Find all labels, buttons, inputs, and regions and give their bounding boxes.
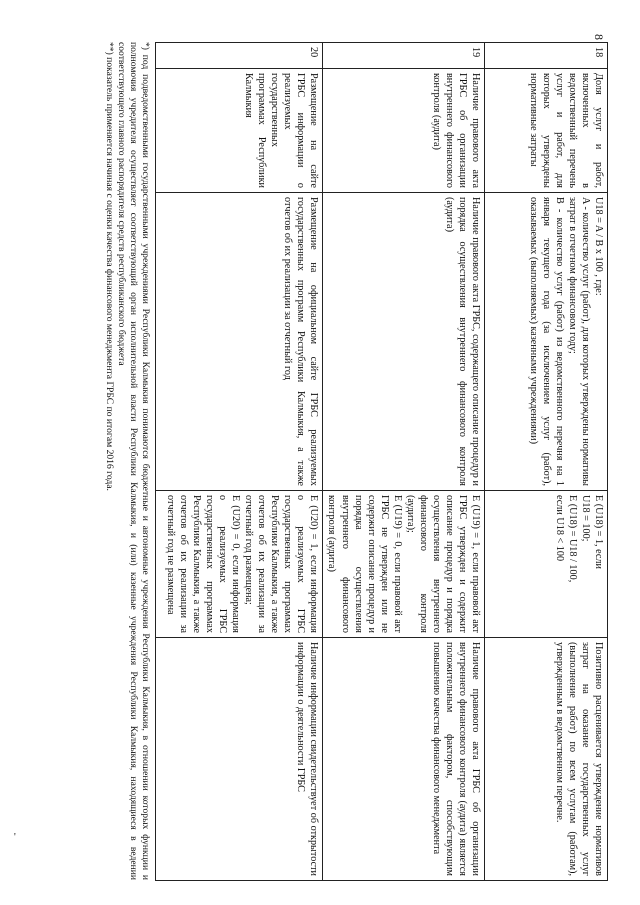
indicator-score: [323, 491, 485, 638]
formula-line: A - количество услуг (работ), для которых утверждены нормативы затрат в отчетном финансовом году;: [566, 197, 591, 486]
indicator-comment: Позитивно расценивается утверждение нормативов затрат на оказание государственных услуг (выполнение работ) по всем услугам (работам), утвержденным в ведомственном перечне.: [485, 638, 608, 881]
indicators-table: [155, 42, 608, 881]
table-row: [485, 43, 608, 881]
score-line: E (U20) = 0, если информация о реализуемых ГРБС государственных программах Республики Калмыкия, а также отчетов об их реализации за отчетный год не размещена: [164, 495, 242, 633]
indicator-formula: [485, 193, 608, 491]
indicator-comment: Наличие информации свидетельствует об открытости информации о деятельности ГРБС: [156, 638, 323, 881]
indicator-score: [156, 491, 323, 638]
indicator-formula: [323, 193, 485, 491]
row-number: 18: [485, 43, 608, 69]
footnote: *) под подведомственными государственными учреждениями Республики Калмыкия понимаются бюджетные и автономные учреждения Республики Калмыкия, в отношении которых функции и полномочия учредителя осуществляет соответствующий орган исполнительной власти Республики Калмыкия, и (или) казенные учреждения Республики Калмыкия, находящиеся в ведении соответствующего главного распорядителя средств республиканского бюджета: [116, 42, 152, 880]
score-line: E (U20) = 1, если информация о реализуемых ГРБС государственных программах Республики Калмыкия, а также отчетов об их реализации за отчетный год размещена;: [243, 495, 320, 633]
formula-line: B - количество услуг (работ) из ведомственного перечня на 1 января текущего года (за исключением услуг (работ), оказываемых (выполняемых) казенными учреждениями): [527, 197, 565, 486]
table-row: [156, 43, 323, 881]
formula-line: Наличие правового акта ГРБС, содержащего описание процедур и порядка осуществления внутреннего финансового контроля (аудита): [443, 197, 481, 486]
score-line: если U18 < 100: [553, 495, 565, 562]
margin-mark: ': [14, 832, 16, 843]
indicator-score: [485, 491, 608, 638]
indicator-name: Доля услуг и работ, включенных в ведомственный перечень услуг и работ, для которых утверждены нормативные затраты: [485, 69, 608, 193]
score-line: E (U19) = 0, если правовой акт ГРБС не утвержден или не содержит описание процедур и порядка осуществления внутреннего финансового контроля (аудита): [326, 495, 403, 633]
score-line: E (U18) = 1, если: [593, 495, 604, 569]
formula-line: Размещение на официальном сайте ГРБС реализуемых государственных программ Республики Калмыкия, а также отчетов об их реализации за отчетный год: [282, 197, 320, 486]
page-number: 8: [592, 34, 606, 40]
indicator-name: Наличие правового акта ГРБС об организации внутреннего финансового контроля (аудита): [323, 69, 485, 193]
footnotes: [104, 42, 152, 880]
table-row: [323, 43, 485, 881]
formula-line: U18 = A / B x 100 , где:: [593, 197, 604, 296]
score-line: E (U18) = U18 / 100,: [566, 495, 578, 583]
indicator-comment: Наличие правового акта ГРБС об организации внутреннего финансового контроля (аудита) является положительным фактором, способствующим повышению качества финансового менеджмента: [323, 638, 485, 881]
indicator-name: Размещение на сайте ГРБС информации о реализуемых государственных программах Республики Калмыкия: [156, 69, 323, 193]
score-line: E (U19) = 1, если правовой акт ГРБС утвержден и содержит описание процедур и порядка осуществления внутреннего финансового контроля (аудита);: [404, 495, 481, 633]
rotated-content: [0, 28, 620, 888]
footnote: **) показатель применяется начиная с оценки качества финансового менеджмента ГРБС по итогам 2016 года.: [104, 42, 116, 491]
indicator-formula: [156, 193, 323, 491]
row-number: 19: [323, 43, 485, 69]
score-line: U18 = 100;: [579, 495, 591, 542]
row-number: 20: [156, 43, 323, 69]
